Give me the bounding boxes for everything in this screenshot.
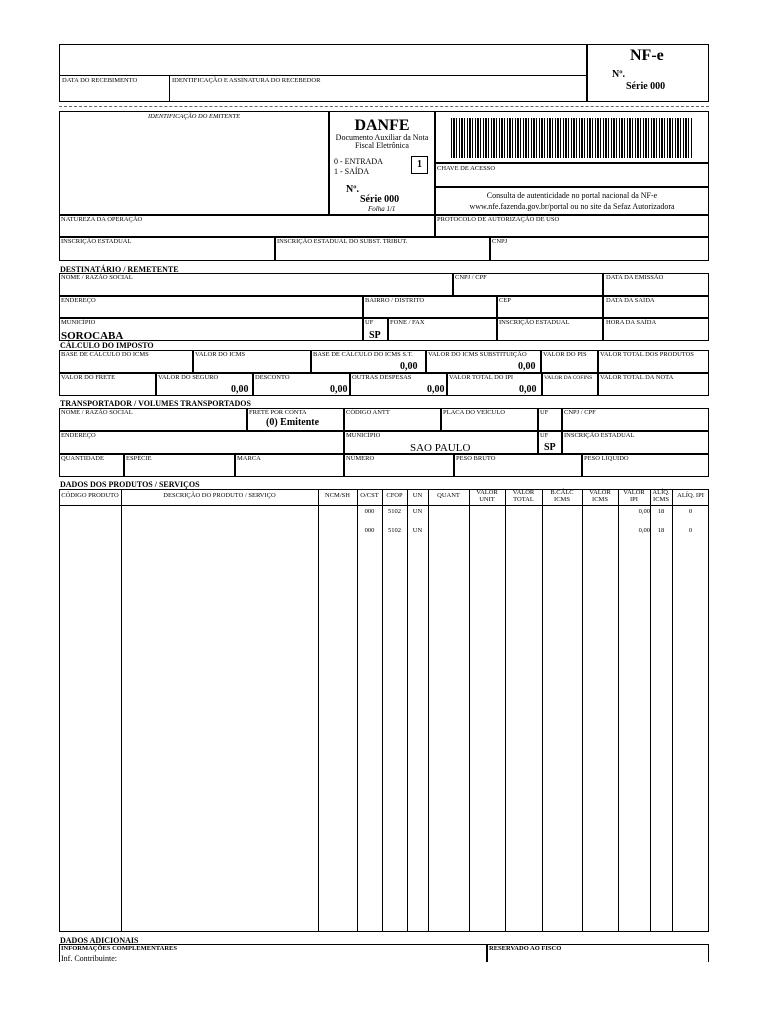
col-sep bbox=[407, 489, 408, 932]
th-vicms-2: ICMS bbox=[592, 496, 608, 503]
base-st-value: 0,00 bbox=[400, 361, 418, 372]
produtos-section: DADOS DOS PRODUTOS / SERVIÇOS bbox=[60, 480, 200, 489]
row-1-un: UN bbox=[412, 508, 423, 515]
transp-marca-label: MARCA bbox=[237, 455, 261, 462]
canhoto-top-line bbox=[59, 44, 587, 76]
assinatura-label: IDENTIFICAÇÃO E ASSINATURA DO RECEBEDOR bbox=[172, 77, 321, 84]
danfe-serie: Série 000 bbox=[360, 194, 400, 205]
adicionais-section: DADOS ADICIONAIS bbox=[60, 936, 139, 945]
protocolo-label: PROTOCOLO DE AUTORIZAÇÃO DE USO bbox=[437, 216, 560, 223]
barcode-image bbox=[451, 118, 693, 158]
th-ocst: O/CST bbox=[360, 492, 379, 499]
th-aicms-2: ICMS bbox=[653, 496, 669, 503]
dest-cep-box bbox=[497, 296, 603, 318]
row-1-cfop: 5102 bbox=[388, 508, 401, 515]
transp-peso-bruto-label: PESO BRUTO bbox=[456, 455, 496, 462]
col-sep bbox=[428, 489, 429, 932]
th-descricao: DESCRIÇÃO DO PRODUTO / SERVIÇO bbox=[163, 492, 276, 499]
col-sep bbox=[582, 489, 583, 932]
danfe-title: DANFE bbox=[354, 117, 410, 134]
th-bcalc-1: B.CÁLC bbox=[550, 489, 574, 496]
transp-numero-label: NÚMERO bbox=[346, 455, 375, 462]
transp-municipio-value: SAO PAULO bbox=[410, 442, 471, 454]
th-quant: QUANT bbox=[437, 492, 460, 499]
dest-municipio-label: MUNICÍPIO bbox=[61, 319, 96, 326]
th-vtotal-2: TOTAL bbox=[513, 496, 534, 503]
transp-uf2-label: UF bbox=[540, 432, 549, 439]
th-aicms-1: ALÍQ. bbox=[652, 489, 670, 496]
cnpj-box bbox=[490, 237, 709, 261]
destinatario-section: DESTINATÁRIO / REMETENTE bbox=[60, 265, 179, 274]
dest-hora-label: HORA DA SAÍDA bbox=[606, 319, 657, 326]
dest-endereco-box bbox=[59, 296, 363, 318]
dest-emissao-label: DATA DA EMISSÃO bbox=[606, 274, 664, 281]
chave-label: CHAVE DE ACESSO bbox=[437, 165, 496, 172]
th-codigo: CÓDIGO PRODUTO bbox=[61, 492, 119, 499]
dest-endereco-label: ENDEREÇO bbox=[61, 297, 96, 304]
desconto-value: 0,00 bbox=[330, 384, 348, 395]
canhoto-numero-label: Nº. bbox=[612, 69, 626, 80]
canhoto-divider bbox=[169, 76, 170, 102]
row-1-ocst: 000 bbox=[364, 508, 375, 515]
emitente-label: IDENTIFICAÇÃO DO EMITENTE bbox=[148, 113, 241, 120]
total-nota-label: VALOR TOTAL DA NOTA bbox=[600, 374, 674, 381]
col-sep bbox=[382, 489, 383, 932]
total-prod-label: VALOR TOTAL DOS PRODUTOS bbox=[600, 351, 694, 358]
canhoto-serie: Série 000 bbox=[626, 81, 666, 92]
valor-icms-label: VALOR DO ICMS bbox=[195, 351, 246, 358]
valor-st-value: 0,00 bbox=[518, 361, 536, 372]
transp-nome-label: NOME / RAZÃO SOCIAL bbox=[61, 409, 133, 416]
row-1-aicms: 18 bbox=[657, 508, 665, 515]
row-2-aipi: 0 bbox=[688, 527, 693, 534]
dest-uf-label: UF bbox=[365, 319, 374, 326]
th-vtotal-1: VALOR bbox=[512, 489, 535, 496]
transp-frete-label: FRETE POR CONTA bbox=[249, 409, 307, 416]
outras-label: OUTRAS DESPESAS bbox=[352, 374, 412, 381]
dest-nome-label: NOME / RAZÃO SOCIAL bbox=[61, 274, 133, 281]
row-2-cfop: 5102 bbox=[388, 527, 401, 534]
col-sep bbox=[469, 489, 470, 932]
transportador-section: TRANSPORTADOR / VOLUMES TRANSPORTADOS bbox=[60, 399, 251, 408]
th-aipi: ALÍQ. IPI bbox=[677, 492, 704, 499]
recebimento-label: DATA DO RECEBIMENTO bbox=[62, 77, 138, 84]
transp-uf-label: UF bbox=[540, 409, 549, 416]
desconto-label: DESCONTO bbox=[255, 374, 290, 381]
col-sep bbox=[542, 489, 543, 932]
outras-value: 0,00 bbox=[427, 384, 445, 395]
transp-endereco-box bbox=[59, 431, 344, 454]
transp-endereco-label: ENDEREÇO bbox=[61, 432, 96, 439]
transp-antt-label: CÓDIGO ANTT bbox=[346, 409, 390, 416]
col-sep bbox=[318, 489, 319, 932]
dest-municipio-value: SOROCABA bbox=[61, 330, 124, 342]
dest-fone-label: FONE / FAX bbox=[390, 319, 425, 326]
base-st-label: BASE DE CÁLCULO DO ICMS S.T. bbox=[313, 351, 413, 358]
frete-label: VALOR DO FRETE bbox=[61, 374, 116, 381]
nfe-title: NF-e bbox=[630, 47, 664, 64]
danfe-numero-label: Nº. bbox=[346, 184, 360, 195]
cut-line bbox=[59, 106, 709, 107]
row-2-aicms: 18 bbox=[657, 527, 665, 534]
th-vicms-1: VALOR bbox=[589, 489, 611, 496]
th-vipi-1: VALOR bbox=[623, 489, 645, 496]
transp-uf2-value: SP bbox=[544, 442, 556, 453]
consulta-line-2: www.nfe.fazenda.gov.br/portal ou no site da Sefaz Autorizadora bbox=[469, 202, 675, 211]
transp-qtd-label: QUANTIDADE bbox=[61, 455, 104, 462]
th-bcalc-2: ICMS bbox=[554, 496, 570, 503]
reservado-fisco-label: RESERVADO AO FISCO bbox=[489, 945, 562, 952]
seguro-label: VALOR DO SEGURO bbox=[158, 374, 219, 381]
danfe-saida: 1 - SAÍDA bbox=[334, 167, 370, 176]
transp-placa-label: PLACA DO VEÍCULO bbox=[443, 409, 505, 416]
danfe-subtitle-1: Documento Auxiliar da Nota bbox=[335, 133, 429, 142]
danfe-entrada: 0 - ENTRADA bbox=[334, 157, 383, 166]
row-2-vipi: 0,00 bbox=[638, 527, 650, 534]
transp-ie-label: INSCRIÇÃO ESTADUAL bbox=[564, 432, 635, 439]
base-icms-label: BASE DE CÁLCULO DO ICMS bbox=[61, 351, 149, 358]
dest-saida-label: DATA DA SAÍDA bbox=[606, 297, 655, 304]
transp-municipio-label: MUNICÍPIO bbox=[346, 432, 381, 439]
cofins-label: VALOR DA COFINS bbox=[544, 375, 593, 381]
ie-label: INSCRIÇÃO ESTADUAL bbox=[61, 238, 132, 245]
row-1-aipi: 0 bbox=[688, 508, 693, 515]
row-1-vipi: 0,00 bbox=[638, 508, 650, 515]
dest-uf-value: SP bbox=[369, 330, 381, 341]
col-sep bbox=[357, 489, 358, 932]
imposto-section: CÁLCULO DO IMPOSTO bbox=[60, 341, 154, 350]
th-vipi-2: IPI bbox=[630, 496, 638, 503]
dest-cep-label: CEP bbox=[499, 297, 511, 304]
th-vunit-2: UNIT bbox=[479, 496, 495, 503]
ie-st-label: INSCRIÇÃO ESTADUAL DO SUBST. TRIBUT. bbox=[277, 238, 408, 245]
consulta-line-1: Consulta de autenticidade no portal nacional da NF-e bbox=[486, 191, 658, 200]
transp-peso-liquido-label: PESO LÍQUIDO bbox=[584, 455, 629, 462]
emitente-box bbox=[59, 111, 329, 215]
seguro-value: 0,00 bbox=[231, 384, 249, 395]
valor-pis-label: VALOR DO PIS bbox=[543, 351, 587, 358]
row-2-un: UN bbox=[412, 527, 423, 534]
info-complementares-label: INFORMAÇÕES COMPLEMENTARES bbox=[61, 945, 177, 952]
col-sep bbox=[505, 489, 506, 932]
natureza-label: NATUREZA DA OPERAÇÃO bbox=[61, 216, 143, 223]
dest-cnpj-label: CNPJ / CPF bbox=[455, 274, 487, 281]
cnpj-label: CNPJ bbox=[492, 238, 508, 245]
danfe-subtitle-2: Fiscal Eletrônica bbox=[355, 141, 409, 150]
produtos-table bbox=[59, 489, 709, 932]
inf-contribuinte: Inf. Contribuinte: bbox=[61, 954, 117, 963]
th-cfop: CFOP bbox=[386, 492, 403, 499]
dest-ie-label: INSCRIÇÃO ESTADUAL bbox=[499, 319, 570, 326]
col-sep bbox=[650, 489, 651, 932]
danfe-folha: Folha 1/1 bbox=[368, 205, 396, 213]
danfe-tipo-box: 1 bbox=[411, 156, 428, 174]
ipi-label: VALOR TOTAL DO IPI bbox=[449, 374, 514, 381]
ipi-value: 0,00 bbox=[519, 384, 537, 395]
col-sep bbox=[672, 489, 673, 932]
col-sep bbox=[121, 489, 122, 932]
valor-st-label: VALOR DO ICMS SUBSTITUIÇÃO bbox=[428, 351, 527, 358]
transp-frete-value: (0) Emitente bbox=[266, 417, 320, 428]
row-2-ocst: 000 bbox=[364, 527, 375, 534]
transp-especie-label: ESPÉCIE bbox=[126, 455, 152, 462]
th-un: UN bbox=[412, 492, 423, 499]
th-vunit-1: VALOR bbox=[476, 489, 498, 496]
col-sep bbox=[618, 489, 619, 932]
th-ncm: NCM/SH bbox=[325, 492, 350, 499]
dest-bairro-label: BAIRRO / DISTRITO bbox=[365, 297, 425, 304]
transp-cnpj-label: CNPJ / CPF bbox=[564, 409, 596, 416]
